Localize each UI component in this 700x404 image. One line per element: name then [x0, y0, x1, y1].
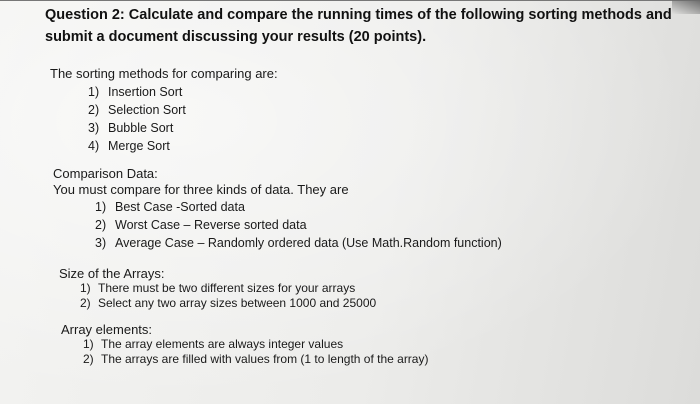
list-item: 1) There must be two different sizes for your arrays [80, 281, 356, 295]
list-item: 3) Average Case – Randomly ordered data (Use Math.Random function) [95, 236, 502, 250]
array-size-list [80, 281, 376, 311]
array-size-label: Size of the Arrays: [59, 266, 165, 281]
comparison-data-label: Comparison Data: [53, 166, 158, 181]
list-item: 2) The arrays are filled with values from (1 to length of the array) [83, 352, 429, 366]
list-item: 1) The array elements are always integer values [83, 337, 344, 351]
comparison-intro: You must compare for three kinds of data. They are [53, 182, 349, 197]
comparison-data-list [95, 198, 502, 252]
sorting-methods-label: The sorting methods for comparing are: [50, 66, 278, 81]
list-item: 2) Selection Sort [88, 103, 186, 117]
array-elements-list [83, 337, 428, 367]
array-elements-label: Array elements: [61, 322, 153, 337]
list-item: 1) Insertion Sort [88, 85, 183, 99]
sorting-methods-list [88, 83, 186, 155]
list-item: 2) Worst Case – Reverse sorted data [95, 218, 307, 232]
top-edge-divider [0, 0, 700, 1]
list-item: 1) Best Case -Sorted data [95, 200, 245, 214]
list-item: 4) Merge Sort [88, 139, 170, 153]
question-heading: Question 2: Calculate and compare the running times of the following sorting methods and submit a document discussing your results (20 points). [45, 7, 672, 45]
list-item: 3) Bubble Sort [88, 121, 174, 135]
list-item: 2) Select any two array sizes between 1000 and 25000 [80, 296, 377, 310]
